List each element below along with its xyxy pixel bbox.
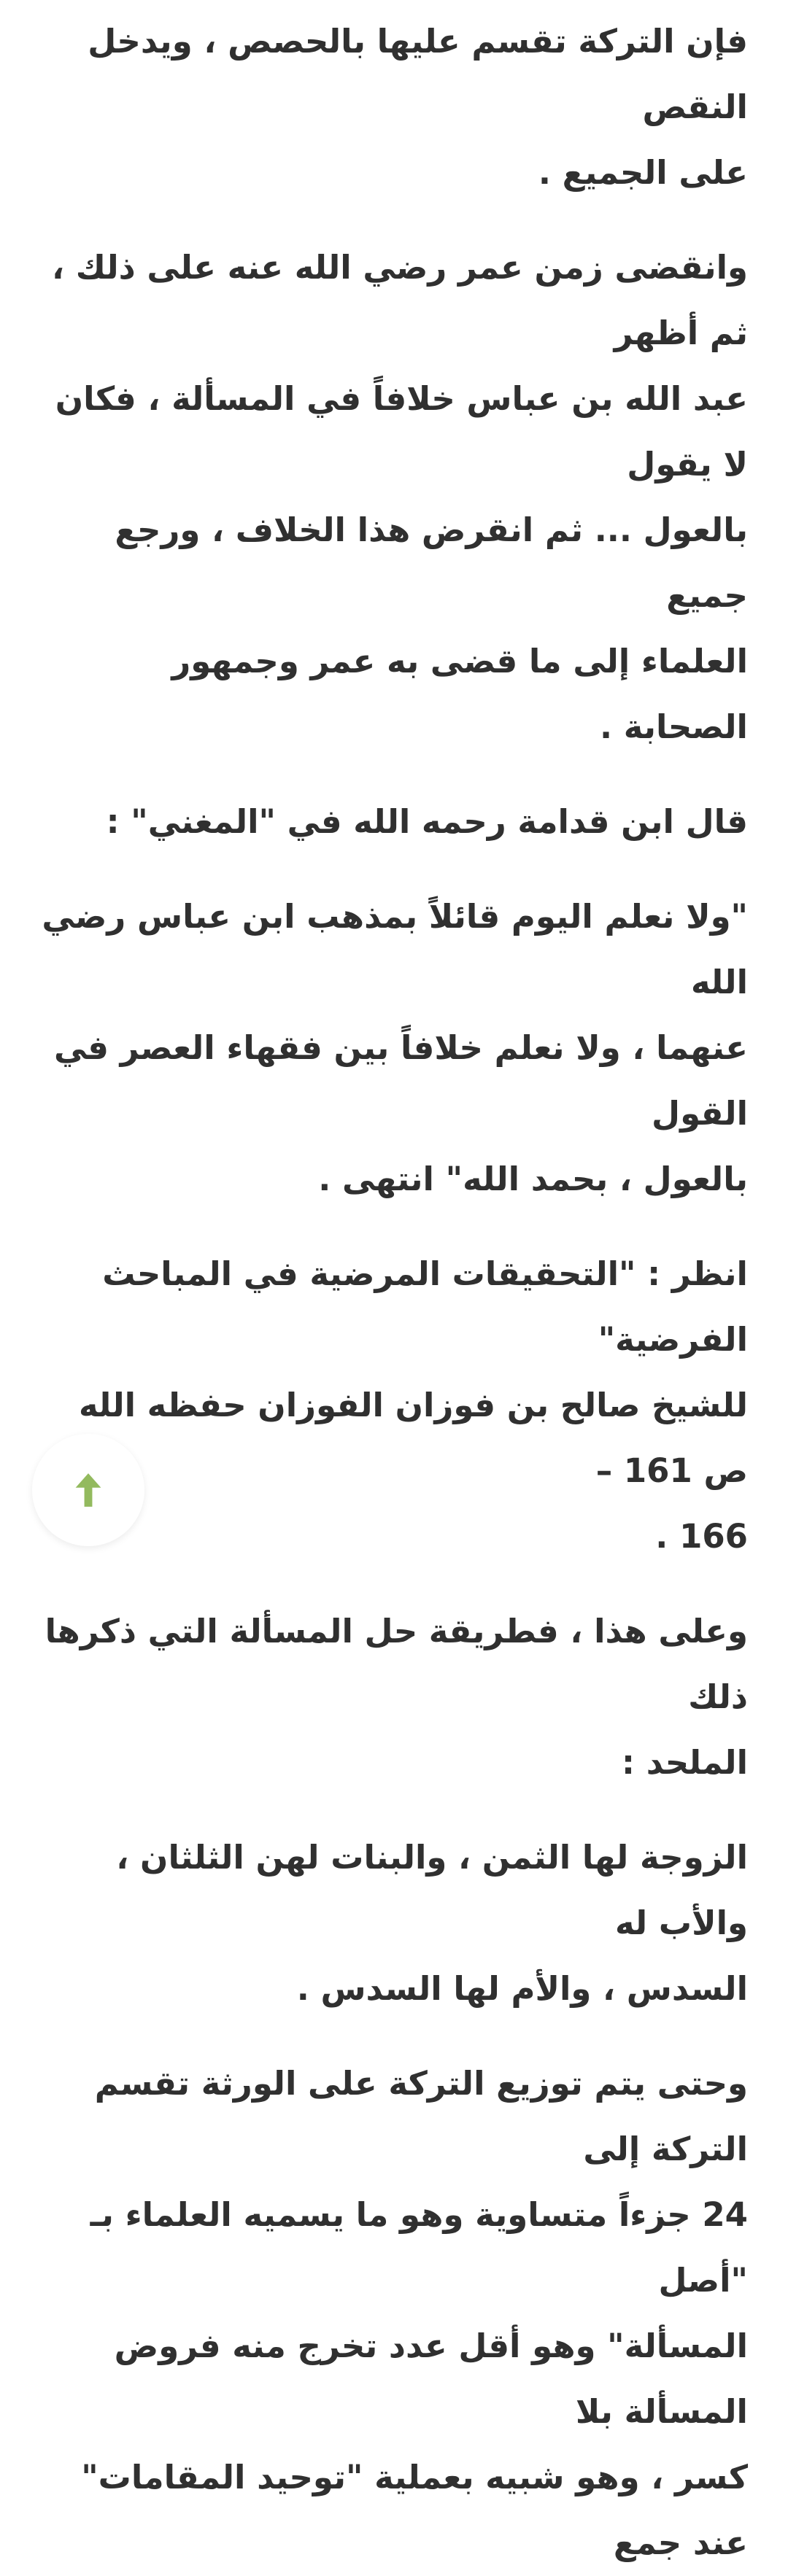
paragraph: "ولا نعلم اليوم قائلاً بمذهب ابن عباس رضي الله عنهما ، ولا نعلم خلافاً بين فقهاء العصر في القول بالعول ، بحمد الله" انتهى . <box>42 897 748 1198</box>
paragraph: الزوجة لها الثمن ، والبنات لهن الثلثان ، والأب له السدس ، والأم لها السدس . <box>116 1838 748 2008</box>
scroll-to-top-button[interactable] <box>32 1434 144 1546</box>
paragraph: وعلى هذا ، فطريقة حل المسألة التي ذكرها ذلك الملحد : <box>45 1612 748 1782</box>
arrow-up-icon <box>74 1472 103 1508</box>
paragraph: قال ابن قدامة رحمه الله في "المغني" : <box>106 802 748 841</box>
paragraph: وحتى يتم توزيع التركة على الورثة تقسم التركة إلى 24 جزءاً متساوية وهو ما يسميه العلماء بـ "أصل المسألة" وهو أقل عدد تخرج منه فروض المسألة بلا كسر ، وهو شبيه بعملية "توحيد المقامات" عند جمع <box>81 2064 748 2562</box>
paragraph: انظر : "التحقيقات المرضية في المباحث الفرضية" للشيخ صالح بن فوزان الفوزان حفظه الله ص 161 – 166 . <box>79 1254 748 1556</box>
paragraph: فإن التركة تقسم عليها بالحصص ، ويدخل النقص على الجميع . <box>88 22 748 192</box>
paragraph: وانقضى زمن عمر رضي الله عنه على ذلك ، ثم أظهر عبد الله بن عباس خلافاً في المسألة ، فكان لا يقول بالعول ... ثم انقرض هذا الخلاف ، ورجع جميع العلماء إلى ما قضى به عمر وجمهور الصحابة . <box>52 248 748 746</box>
